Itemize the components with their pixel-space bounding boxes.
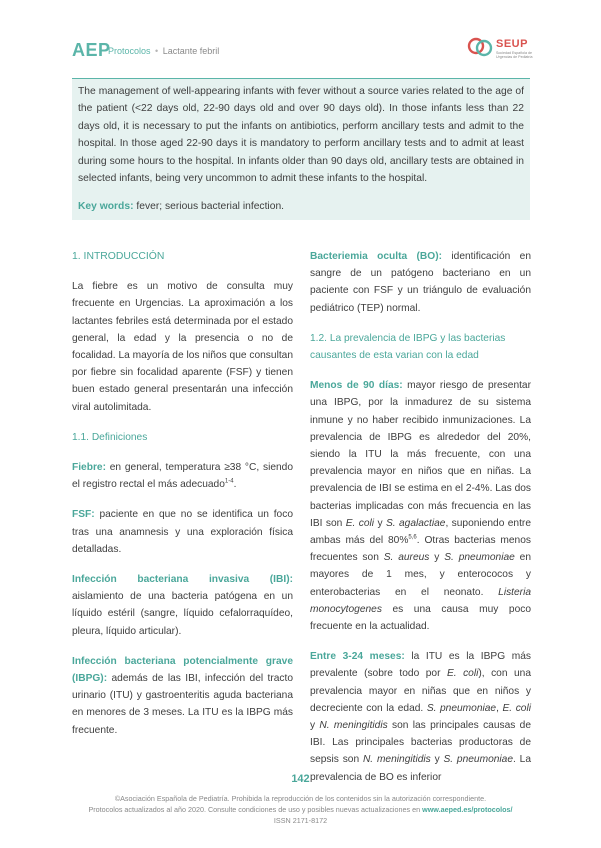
m90-listeria: Listeria monocytogenes — [310, 586, 531, 615]
left-column — [72, 248, 293, 752]
ibi-text: aislamiento de una bacteria patógena en un líquido estéril (sangre, líquido cefalorraquídeo, pleura, líquido articular). — [72, 591, 293, 637]
definition-ibpg — [72, 653, 293, 739]
e324-nmen2: N. meningitidis — [362, 754, 431, 766]
e324-e: son las principales causas de IBI. Las principales bacterias productoras de sepsis son — [310, 720, 531, 766]
e324-ecoli2: E. coli — [502, 702, 531, 714]
seup-tagline: Sociedad Española de Urgencias de Pediatría — [496, 51, 533, 59]
seup-wordmark: SEUP — [496, 38, 528, 50]
keywords-label: Key words: — [78, 201, 134, 213]
abstract-text: The management of well-appearing infants with fever without a source varies related to the age of the patient (<22 days old, 22-90 days old and over 90 days old). In those infants less than 22 days old, it is necessary to put the infants on antibiotics, perform ancillary tests and admit to the hospital. In those aged 22-90 days it is mandatory to perform ancillary tests and to admit at least during some hours to the hospital. In infants older than 90 days old, ancillary tests are obtained in selected infants, being very uncommon to admit these infants to the hospital. — [78, 86, 524, 185]
aep-logo: AEP — [72, 40, 111, 60]
e324-c: , — [496, 702, 503, 714]
heading-prevalencia: 1.2. La prevalencia de IBPG y las bacterias causantes de esta varian con la edad — [310, 332, 506, 362]
term-fiebre: Fiebre: — [72, 462, 106, 474]
m90-c: , suponiendo entre ambas más del 80% — [310, 517, 531, 547]
m90-spneu: S. pneumoniae — [444, 552, 515, 564]
term-ibpg: Infección bacteriana potencialmente grave (IBPG): — [72, 655, 293, 685]
ibpg-text: además de las IBI, infección del tracto urinario (ITU) y gastroenteritis aguda bacteriana en menores de 3 meses. La ITU es la IBPG más frecuente. — [72, 673, 293, 736]
page-footer — [0, 793, 601, 826]
fiebre-text: en general, temperatura ≥38 °C, siendo el registro rectal el más adecuado — [72, 462, 293, 491]
ref-m90: 5,6 — [408, 534, 417, 541]
e324-ecoli: E. coli — [446, 668, 479, 680]
definition-ibi — [72, 571, 293, 640]
conditions-text: Protocolos actualizados al año 2020. Consulte condiciones de uso y posibles nuevas actualizaciones en — [88, 805, 423, 814]
page-number: 142 — [291, 773, 310, 785]
ref-fiebre: 1-4 — [224, 478, 234, 485]
separator: • — [155, 46, 159, 56]
definition-fsf — [72, 506, 293, 558]
fsf-text: paciente en que no se identifica un foco tras una anamnesis y una exploración física detalladas. — [72, 509, 293, 555]
m90-saureus: S. aureus — [383, 552, 430, 564]
abstract-box — [72, 78, 530, 220]
m90-e: y — [429, 552, 445, 564]
term-menos-90: Menos de 90 días: — [310, 380, 403, 392]
conditions-line — [0, 804, 601, 815]
term-3-24: Entre 3-24 meses: — [310, 651, 405, 663]
m90-d: . Otras bacterias menos frecuentes son — [310, 535, 531, 564]
e324-g: . La prevalencia de BO es inferior — [310, 754, 531, 783]
definition-fiebre — [72, 459, 293, 493]
term-fsf: FSF: — [72, 509, 95, 521]
keywords — [78, 198, 524, 215]
m90-ecoli: E. coli — [345, 517, 375, 529]
e324-spneu2: S. pneumoniae — [443, 754, 514, 766]
definition-bo — [310, 248, 531, 317]
right-column — [310, 248, 531, 799]
bo-text: identificación en sangre de un patógeno bacteriano en un paciente con FSF y un triángulo de evaluación pediátrico (TEP) normal. — [310, 251, 531, 314]
m90-a: mayor riesgo de presentar una IBPG, por la inmadurez de su sistema inmune y no haber recibido inmunizaciones. La prevalencia de IBPG es alrededor del 20%, siendo la ITU la más frecuente, con una prevalencia mayor en niños que en niñas. La prevalencia de IBI se estima en el 2-4%. Las dos bacterias implicadas con más frecuencia en las IBI son — [310, 380, 531, 529]
m90-g: es una causa muy poco frecuente en la actualidad. — [310, 603, 531, 633]
e324-f: y — [430, 754, 444, 766]
heading-introduccion: 1. INTRODUCCIÓN — [72, 251, 165, 262]
protocols-link[interactable]: www.aeped.es/protocolos/ — [422, 805, 513, 814]
e324-a: la ITU es la IBPG más prevalente (sobre todo por — [310, 651, 531, 680]
page-header — [0, 0, 601, 70]
paragraph-intro: La fiebre es un motivo de consulta muy frecuente en Urgencias. La aproximación a los lactantes febriles está determinada por el estado general, la edad y la presencia o no de focalidad. La mayoría de los niños que consultan por fiebre sin focalidad aparente (FSF) y tienen buen estado general presentarán una infección viral autolimitada. — [72, 281, 293, 413]
header-breadcrumb — [108, 46, 219, 56]
e324-spneu: S. pneumoniae — [426, 702, 497, 714]
m90-b: y — [374, 517, 386, 529]
e324-d: y — [310, 720, 320, 732]
fiebre-end: . — [233, 479, 237, 491]
term-bo: Bacteriemia oculta (BO): — [310, 251, 442, 262]
e324-nmen: N. meningitidis — [319, 720, 388, 732]
m90-sagal: S. agalactiae — [385, 517, 446, 529]
keywords-text: fever; serious bacterial infection. — [133, 201, 285, 213]
paragraph-menos-90 — [310, 377, 531, 635]
term-ibi: Infección bacteriana invasiva (IBI): — [72, 574, 293, 586]
paragraph-3-24 — [310, 648, 531, 786]
e324-b: ), con una prevalencia mayor en niñas que en niños y decreciente con la edad. — [310, 668, 531, 714]
section-label: Protocolos — [108, 46, 151, 56]
issn: ISSN 2171-8172 — [273, 816, 328, 825]
m90-f: en mayores de 1 mes, y enterococos y enterobacterias en el neonato. — [310, 552, 531, 598]
topic-label: Lactante febril — [162, 46, 220, 56]
heading-definiciones: 1.1. Definiciones — [72, 431, 148, 443]
copyright-line: ©Asociación Española de Pediatría. Prohibida la reproducción de los contenidos sin la autorización correspondiente. — [114, 794, 487, 803]
